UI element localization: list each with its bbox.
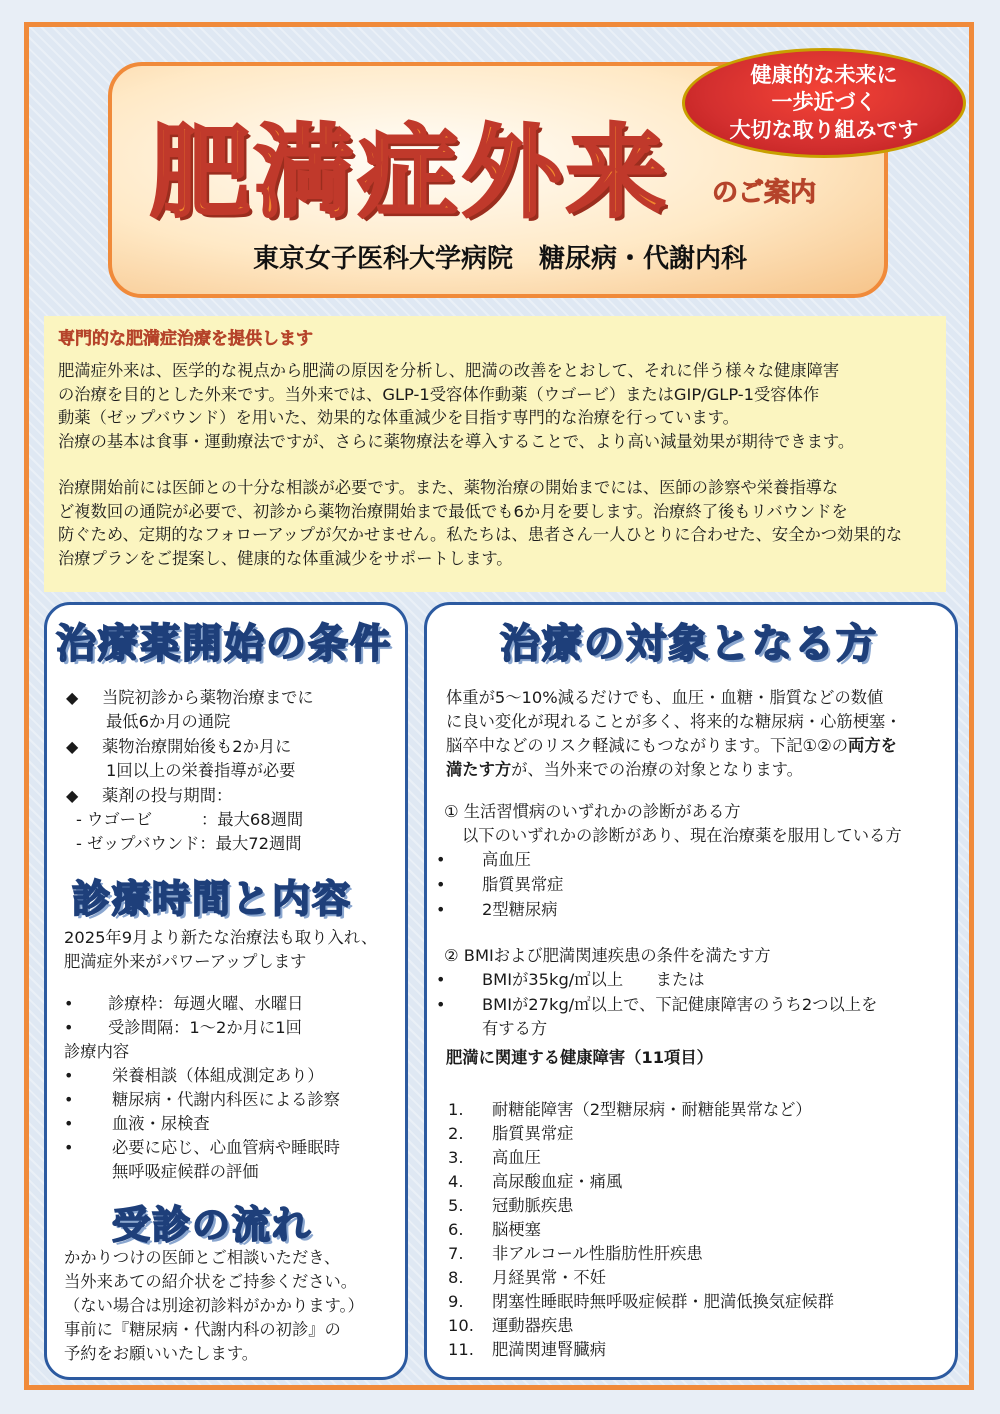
bullet-icon: •	[436, 850, 446, 869]
targets-intro: 体重が5～10%減るだけでも、血圧・血糖・脂質などの数値	[446, 688, 884, 707]
disorder-item: 冠動脈疾患	[492, 1196, 574, 1215]
intro-line: 防ぐため、定期的なフォローアップが欠かせません。私たちは、患者さん一人ひとりに合わせた、安全かつ効果的な	[58, 525, 903, 544]
flow-line: （ない場合は別途初診料がかかります。）	[64, 1296, 364, 1315]
page-title-suffix: のご案内	[712, 178, 817, 208]
condition-item: 薬剤の投与期間：	[102, 786, 233, 805]
intro-line: 治療開始前には医師との十分な相談が必要です。また、薬物治療の開始までには、医師の診察や栄養指導な	[58, 478, 839, 497]
condition2-heading: ② BMIおよび肥満関連疾患の条件を満たす方	[444, 946, 771, 965]
condition1-item: 脂質異常症	[482, 875, 564, 894]
disorder-number: 5.	[448, 1196, 464, 1215]
disorder-item: 高尿酸血症・痛風	[492, 1172, 623, 1191]
flow-title: 受診の流れ	[112, 1203, 313, 1247]
intro-line: 治療プランをご提案し、健康的な体重減少をサポートします。	[58, 548, 513, 568]
flow-line: 事前に『糖尿病・代謝内科の初診』の	[64, 1320, 341, 1339]
badge-line: 健康的な未来に	[750, 63, 898, 88]
bullet-icon: •	[64, 1018, 74, 1037]
intro-line: ど複数回の通院が必要で、初診から薬物治療開始まで最低でも6か月を要します。治療終了後もリバウンドを	[58, 501, 848, 521]
disorder-number: 6.	[448, 1220, 464, 1239]
disorder-item: 閉塞性睡眠時無呼吸症候群・肥満低換気症候群	[492, 1292, 834, 1311]
disorder-item: 月経異常・不妊	[492, 1268, 606, 1287]
disorder-item: 運動器疾患	[492, 1316, 574, 1335]
intro-line: の治療を目的とした外来です。当外来では、GLP-1受容体作動薬（ウゴービ）またはGIP/GLP-1受容体作	[58, 384, 820, 404]
disorder-number: 3.	[448, 1148, 464, 1167]
bullet-icon: •	[64, 1114, 74, 1133]
targets-intro-text: 脳卒中などのリスク軽減にもつながります。下記①②の	[446, 736, 849, 755]
content-item: 糖尿病・代謝内科医による診察	[112, 1090, 340, 1109]
disorder-item: 肥満関連腎臓病	[492, 1340, 606, 1359]
duration-item: - ゼップバウンド：最大72週間	[76, 834, 302, 853]
condition-item: 当院初診から薬物治療までに	[102, 688, 314, 707]
content-item-cont: 無呼吸症候群の評価	[112, 1162, 259, 1181]
disorder-number: 2.	[448, 1124, 464, 1143]
targets-intro	[446, 734, 897, 758]
badge-line: 一歩近づく	[771, 90, 877, 115]
conditions-title: 治療薬開始の条件	[56, 621, 392, 667]
condition2-item-cont: 有する方	[482, 1019, 548, 1038]
disorders-heading: 肥満に関連する健康障害（11項目）	[446, 1048, 713, 1067]
bullet-icon: •	[436, 900, 446, 919]
condition-item-cont: 最低6か月の通院	[106, 712, 231, 731]
disorder-number: 11.	[448, 1340, 474, 1359]
content-item: 栄養相談（体組成測定あり）	[112, 1066, 324, 1085]
duration-item: - ウゴービ ：最大68週間	[76, 810, 304, 829]
bullet-icon: •	[64, 1090, 74, 1109]
content-label: 診療内容	[64, 1042, 130, 1061]
condition1-sub: 以下のいずれかの診断があり、現在治療薬を服用している方	[462, 826, 902, 845]
flow-line: かかりつけの医師とご相談いただき、	[64, 1248, 341, 1267]
diamond-bullet-icon: ◆	[66, 688, 79, 707]
condition2-item: BMIが35kg/㎡以上 または	[482, 970, 705, 989]
content-item: 必要に応じ、心血管病や睡眠時	[112, 1138, 340, 1157]
slot-item: 受診間隔：1～2か月に1回	[108, 1018, 302, 1037]
intro-line: 動薬（ゼップバウンド）を用いた、効果的な体重減少を目指す専門的な治療を行っています。	[58, 408, 739, 427]
disorder-number: 9.	[448, 1292, 464, 1311]
disorder-item: 脂質異常症	[492, 1124, 574, 1143]
intro-line: 治療の基本は食事・運動療法ですが、さらに薬物療法を導入することで、より高い減量効果が期待できます。	[58, 431, 855, 451]
targets-emphasis: 両方を	[848, 736, 897, 755]
targets-title: 治療の対象となる方	[500, 621, 878, 667]
slot-item: 診療枠：毎週火曜、水曜日	[108, 994, 304, 1013]
slogan-badge	[682, 48, 966, 158]
disorder-number: 7.	[448, 1244, 464, 1263]
diamond-bullet-icon: ◆	[66, 786, 79, 805]
intro-heading: 専門的な肥満症治療を提供します	[58, 329, 313, 349]
targets-emphasis: 満たす方	[446, 760, 512, 779]
disorder-number: 4.	[448, 1172, 464, 1191]
flow-line: 当外来あての紹介状をご持参ください。	[64, 1272, 358, 1291]
disorder-number: 10.	[448, 1316, 474, 1335]
page-title: 肥満症外来	[150, 114, 670, 231]
condition1-item: 2型糖尿病	[482, 900, 558, 919]
condition-item: 薬物治療開始後も2か月に	[102, 737, 292, 756]
intro-section	[44, 316, 946, 592]
schedule-intro: 2025年9月より新たな治療法も取り入れ、	[64, 928, 378, 947]
condition-item-cont: 1回以上の栄養指導が必要	[106, 761, 296, 780]
flow-line: 予約をお願いいたします。	[64, 1344, 259, 1363]
diamond-bullet-icon: ◆	[66, 737, 79, 756]
targets-intro: に良い変化が現れることが多く、将来的な糖尿病・心筋梗塞・	[446, 712, 902, 731]
schedule-title: 診療時間と内容	[72, 877, 353, 921]
bullet-icon: •	[64, 1066, 74, 1085]
condition2-item: BMIが27kg/㎡以上で、下記健康障害のうち2つ以上を	[482, 995, 878, 1014]
schedule-intro: 肥満症外来がパワーアップします	[64, 952, 307, 971]
condition1-item: 高血圧	[482, 850, 531, 869]
disorder-item: 脳梗塞	[492, 1220, 541, 1239]
content-item: 血液・尿検査	[112, 1114, 210, 1133]
disorder-number: 1.	[448, 1100, 464, 1119]
badge-line: 大切な取り組みです	[729, 117, 919, 142]
intro-line: 肥満症外来は、医学的な視点から肥満の原因を分析し、肥満の改善をとおして、それに伴う様々な健康障害	[58, 361, 840, 380]
bullet-icon: •	[436, 875, 446, 894]
disorder-item: 非アルコール性脂肪性肝疾患	[492, 1244, 703, 1263]
bullet-icon: •	[64, 994, 74, 1013]
disorder-number: 8.	[448, 1268, 464, 1287]
bullet-icon: •	[64, 1138, 74, 1157]
condition1-heading: ① 生活習慣病のいずれかの診断がある方	[444, 802, 741, 821]
targets-intro-text: が、当外来での治療の対象となります。	[511, 760, 803, 779]
organization-name: 東京女子医科大学病院 糖尿病・代謝内科	[252, 244, 747, 274]
disorder-item: 耐糖能障害（2型糖尿病・耐糖能異常など）	[492, 1100, 812, 1119]
targets-intro	[446, 758, 803, 782]
bullet-icon: •	[436, 970, 446, 989]
bullet-icon: •	[436, 995, 446, 1014]
disorder-item: 高血圧	[492, 1148, 541, 1167]
